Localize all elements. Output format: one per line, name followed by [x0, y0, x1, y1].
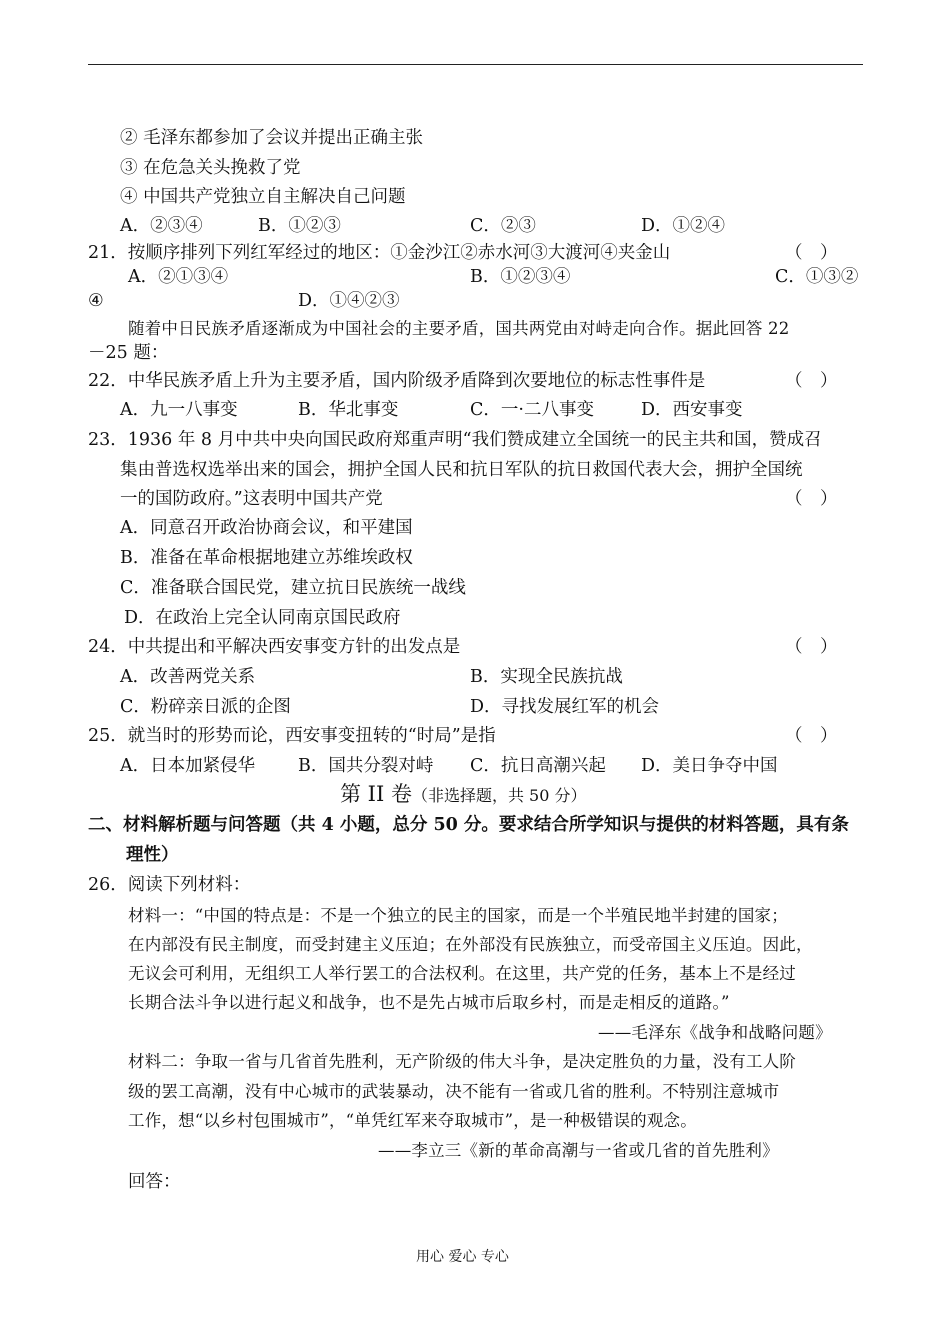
q21-choice-b: B．①②③④: [470, 267, 571, 287]
q26-material-2-line-2: 级的罢工高潮，没有中心城市的武装暴动，决不能有一省或几省的胜利。不特别注意城市: [128, 1082, 780, 1101]
header-rule: [88, 64, 863, 65]
q23-stem-line-2: 集由普选权选举出来的国会，拥护全国人民和抗日军队的抗日救国代表大会，拥护全国统: [120, 460, 803, 480]
q22-choice-b: B．华北事变: [298, 400, 399, 420]
q20-choice-d: D．①②④: [641, 216, 726, 236]
q20-choice-c: C．②③: [470, 216, 536, 236]
q26-material-2-line-3: 工作，想“以乡村包围城市”，“单凭红军来夺取城市”，是一种极错误的观念。: [128, 1111, 697, 1130]
q26-material-2-line-1: 材料二：争取一省与几省首先胜利，无产阶级的伟大斗争，是决定胜负的力量，没有工人阶: [128, 1052, 796, 1071]
q21-choice-a: A．②①③④: [128, 267, 229, 287]
part2-heading-line-1: 二、材料解析题与问答题（共 4 小题，总分 50 分。要求结合所学知识与提供的材料答题，具有条: [88, 815, 849, 835]
q22-choice-a: A．九一八事变: [120, 400, 238, 420]
part2-title: [340, 783, 587, 807]
q21-choice-c-cont: ④: [88, 291, 104, 311]
q23-option-d: D．在政治上完全认同南京国民政府: [124, 608, 401, 628]
q25-choice-b: B．国共分裂对峙: [298, 756, 434, 776]
q22-stem: 22．中华民族矛盾上升为主要矛盾，国内阶级矛盾降到次要地位的标志性事件是: [88, 371, 706, 391]
q26-material-1-line-2: 在内部没有民主制度，而受封建主义压迫；在外部没有民族独立，而受帝国主义压迫。因此，: [128, 935, 813, 954]
intro-line-1: 随着中日民族矛盾逐渐成为中国社会的主要矛盾，国共两党由对峙走向合作。据此回答 22: [128, 319, 790, 338]
q20-option-3: ③ 在危急关头挽救了党: [120, 158, 301, 178]
q20-option-4: ④ 中国共产党独立自主解决自己问题: [120, 187, 406, 207]
q21-answer-paren: （ ）: [785, 243, 838, 263]
q26-material-1-source: ——毛泽东《战争和战略问题》: [598, 1023, 832, 1042]
q21-choice-c: C．①③②: [775, 267, 859, 287]
q21-choice-d: D．①④②③: [298, 291, 400, 311]
q23-stem-line-1: 23．1936 年 8 月中共中央向国民政府郑重声明“我们赞成建立全国统一的民主共和国，赞成召: [88, 430, 822, 450]
part2-subtitle: （非选择题，共 50 分）: [411, 786, 587, 805]
q24-choice-a: A．改善两党关系: [120, 667, 256, 687]
part2-title-main: 第 II 卷: [340, 782, 412, 806]
q25-choice-d: D．美日争夺中国: [641, 756, 778, 776]
part2-heading-line-2: 理性）: [126, 845, 179, 865]
q24-choice-b: B．实现全民族抗战: [470, 667, 623, 687]
q23-stem-line-3: 一的国防政府。”这表明中国共产党: [120, 489, 383, 509]
q25-answer-paren: （ ）: [785, 726, 838, 746]
q26-material-2-source: ——李立三《新的革命高潮与一省或几省的首先胜利》: [378, 1141, 779, 1160]
q20-choice-a: A．②③④: [120, 216, 203, 236]
q26-material-1-line-3: 无议会可利用，无组织工人举行罢工的合法权利。在这里，共产党的任务，基本上不是经过: [128, 964, 796, 983]
q26-material-1-line-4: 长期合法斗争以进行起义和战争，也不是先占城市后取乡村，而是走相反的道路。”: [128, 993, 730, 1012]
q26-stem: 26．阅读下列材料：: [88, 875, 251, 895]
q26-answer-label: 回答：: [128, 1172, 181, 1192]
q23-answer-paren: （ ）: [785, 489, 838, 509]
q26-material-1-line-1: 材料一：“中国的特点是：不是一个独立的民主的国家，而是一个半殖民地半封建的国家；: [128, 906, 788, 925]
q20-choice-b: B．①②③: [258, 216, 341, 236]
q22-choice-d: D．西安事变: [641, 400, 743, 420]
q23-option-a: A．同意召开政治协商会议，和平建国: [120, 518, 413, 538]
q20-option-2: ② 毛泽东都参加了会议并提出正确主张: [120, 128, 424, 148]
q23-option-c: C．准备联合国民党，建立抗日民族统一战线: [120, 578, 466, 598]
q24-answer-paren: （ ）: [785, 637, 838, 657]
q24-choice-d: D．寻找发展红军的机会: [470, 697, 660, 717]
intro-line-2: －25 题：: [88, 343, 169, 363]
q22-answer-paren: （ ）: [785, 371, 838, 391]
q25-choice-a: A．日本加紧侵华: [120, 756, 256, 776]
q24-stem: 24．中共提出和平解决西安事变方针的出发点是: [88, 637, 461, 657]
q25-stem: 25．就当时的形势而论，西安事变扭转的“时局”是指: [88, 726, 496, 746]
q24-choice-c: C．粉碎亲日派的企图: [120, 697, 291, 717]
page-footer: 用心 爱心 专心: [416, 1249, 509, 1265]
q23-option-b: B．准备在革命根据地建立苏维埃政权: [120, 548, 413, 568]
q22-choice-c: C．一·二八事变: [470, 400, 594, 420]
q25-choice-c: C．抗日高潮兴起: [470, 756, 606, 776]
q21-stem: 21．按顺序排列下列红军经过的地区：①金沙江②赤水河③大渡河④夹金山: [88, 243, 671, 263]
